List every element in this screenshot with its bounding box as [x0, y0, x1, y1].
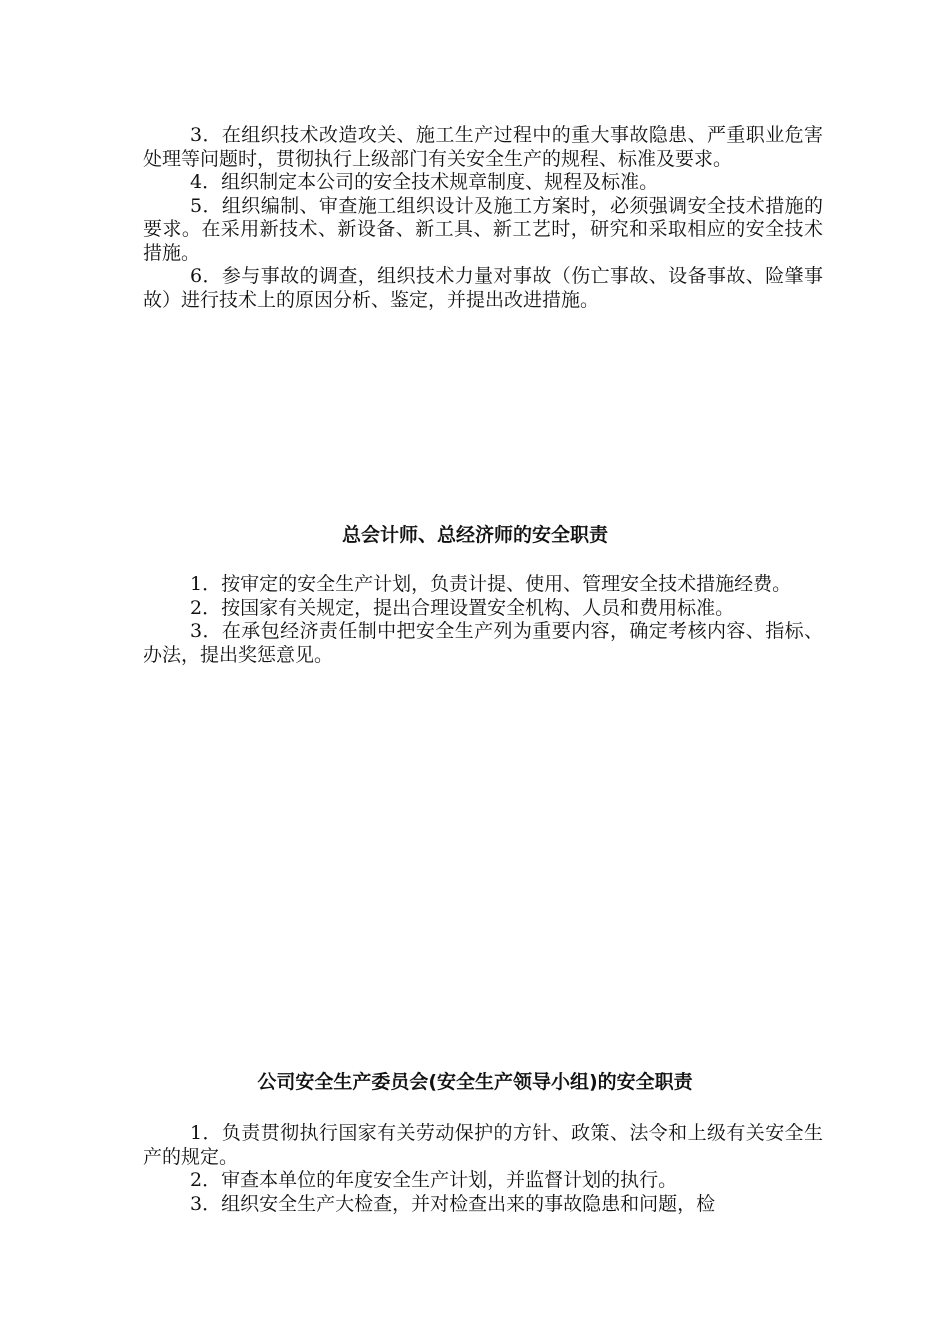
duty-item-2: 2．按国家有关规定，提出合理设置安全机构、人员和费用标准。	[190, 596, 735, 619]
duty-item-4: 4．组织制定本公司的安全技术规章制度、规程及标准。	[190, 171, 659, 193]
section-title-chief-accountant: 总会计师、总经济师的安全职责	[341, 524, 608, 546]
duty-item-6: 6．参与事故的调查，组织技术力量对事故（伤亡事故、设备事故、险肇事故）进行技术上的原因分析、鉴定，并提出改进措施。	[143, 265, 823, 311]
section-title-safety-committee: 公司安全生产委员会(安全生产领导小组)的安全职责	[257, 1071, 693, 1093]
duty-item-3: 3．在组织技术改造攻关、施工生产过程中的重大事故隐患、严重职业危害处理等问题时，贯彻执行上级部门有关安全生产的规程、标准及要求。	[143, 124, 823, 170]
duty-item-3: 3．组织安全生产大检查，并对检查出来的事故隐患和问题，检	[190, 1192, 716, 1215]
duty-item-1: 1．负责贯彻执行国家有关劳动保护的方针、政策、法令和上级有关安全生产的规定。	[143, 1122, 823, 1168]
duty-item-2: 2．审查本单位的年度安全生产计划，并监督计划的执行。	[190, 1169, 678, 1191]
duty-item-1: 1．按审定的安全生产计划，负责计提、使用、管理安全技术措施经费。	[190, 573, 792, 595]
section-technical-duties	[143, 124, 823, 312]
section-safety-committee-duties	[143, 1122, 823, 1216]
duty-item-5: 5．组织编制、审查施工组织设计及施工方案时，必须强调安全技术措施的要求。在采用新技术、新设备、新工具、新工艺时，研究和采取相应的安全技术措施。	[143, 194, 823, 264]
section-chief-accountant-duties	[143, 573, 823, 667]
duty-item-3: 3．在承包经济责任制中把安全生产列为重要内容，确定考核内容、指标、办法，提出奖惩意见。	[143, 620, 823, 666]
